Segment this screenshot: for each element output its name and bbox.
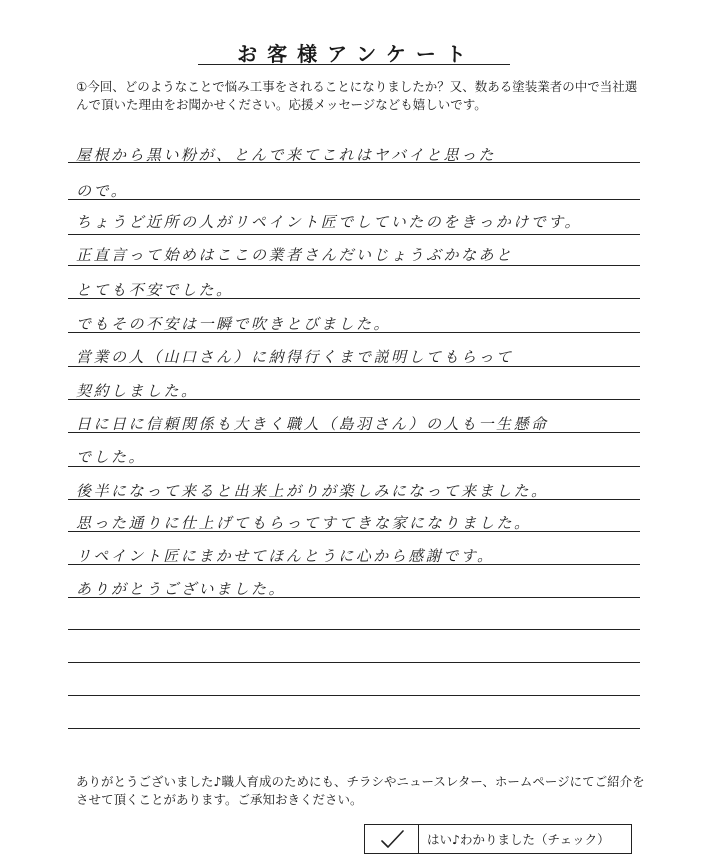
handwritten-line: ちょうど近所の人がリペイント匠でしていたのをきっかけです。 xyxy=(76,213,583,231)
handwritten-line: ありがとうございました。 xyxy=(76,580,287,598)
consent-checkbox[interactable] xyxy=(364,824,632,854)
handwritten-line: 屋根から黒い粉が、とんで来てこれはヤバイと思った xyxy=(76,146,497,164)
handwritten-line: 思った通りに仕上げてもらってすてきな家になりました。 xyxy=(76,514,532,532)
checkmark-icon xyxy=(377,828,407,850)
answer-rule xyxy=(68,199,640,200)
answer-rule xyxy=(68,629,640,630)
answer-rule xyxy=(68,728,640,729)
answer-rule xyxy=(68,234,640,235)
handwritten-line: 営業の人（山口さん）に納得行くまで説明してもらって xyxy=(76,348,514,366)
consent-label: はい♪わかりました（チェック） xyxy=(427,832,610,847)
answer-rule xyxy=(68,466,640,467)
handwritten-line: でした。 xyxy=(76,448,147,466)
footer-note: ありがとうございました♪職人育成のためにも、チラシやニュースレター、ホームページにてご紹介をさせて頂くことがあります。ご承知おきください。 xyxy=(76,774,645,807)
answer-rule xyxy=(68,662,640,663)
handwritten-line: 日に日に信頼関係も大きく職人（島羽さん）の人も一生懸命 xyxy=(76,415,549,433)
handwritten-line: 契約しました。 xyxy=(76,382,199,400)
answer-rule xyxy=(68,695,640,696)
handwritten-line: 正直言って始めはここの業者さんだいじょうぶかなあと xyxy=(76,246,514,264)
survey-question: ①今回、どのようなことで悩み工事をされることになりましたか？又、数ある塗装業者の中で当社選んで頂いた理由をお聞かせください。応援メッセージなども嬉しいです。 xyxy=(76,79,638,112)
check-cell[interactable] xyxy=(365,825,419,853)
handwritten-line: リペイント匠にまかせてほんとうに心から感謝です。 xyxy=(76,547,495,565)
handwritten-line: ので。 xyxy=(76,182,129,200)
handwritten-line: 後半になって来ると出来上がりが楽しみになって来ました。 xyxy=(76,482,549,500)
handwritten-line: とても不安でした。 xyxy=(76,281,234,299)
handwritten-line: でもその不安は一瞬で吹きとびました。 xyxy=(76,315,392,333)
answer-rule xyxy=(68,265,640,266)
answer-area xyxy=(68,0,640,859)
page-title: お客様アンケート xyxy=(237,42,476,66)
